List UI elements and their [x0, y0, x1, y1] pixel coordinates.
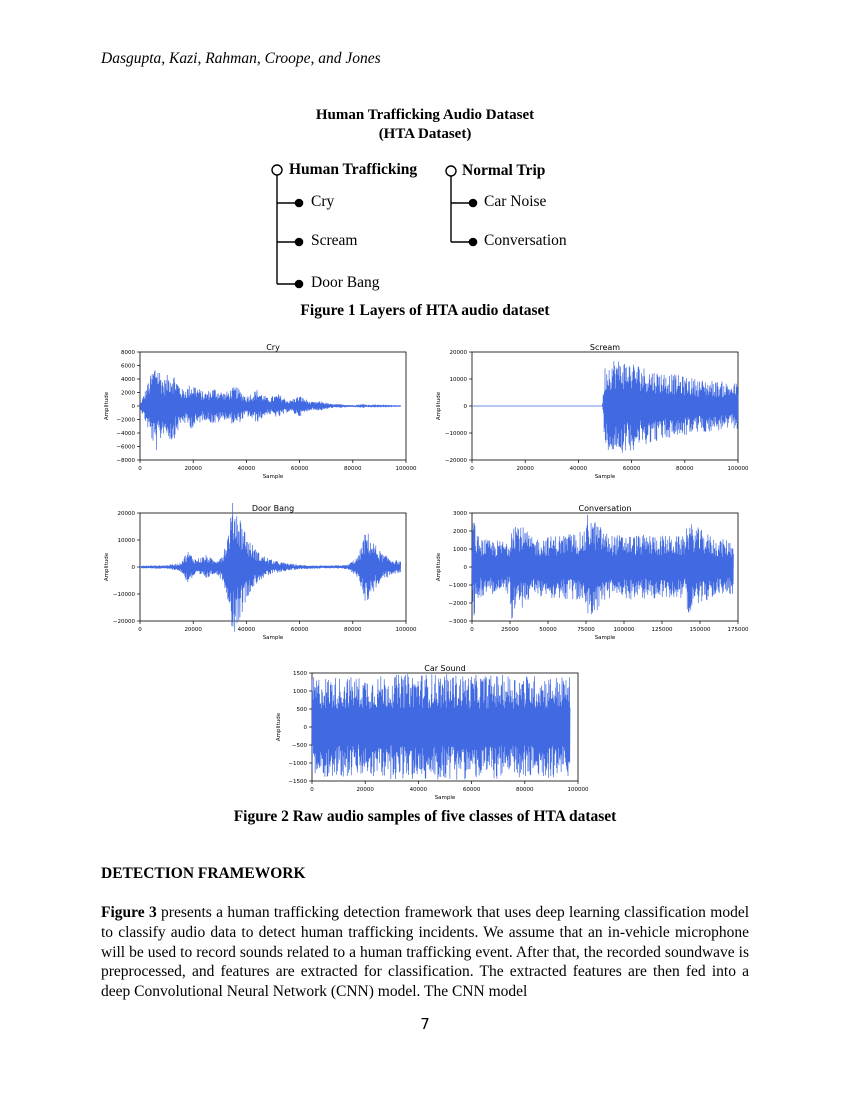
conversation-ytick-label: 0: [463, 565, 467, 571]
leaf-node-conversation: [469, 238, 478, 247]
running-head: Dasgupta, Kazi, Rahman, Croope, and Jones: [101, 50, 381, 67]
cry-xtick-label: 100000: [395, 466, 417, 472]
cry-waveform-series: [140, 370, 401, 450]
door-bang-waveform-series: [140, 503, 401, 632]
cry-xtick-label: 0: [138, 466, 142, 472]
door-bang-ytick-label: 20000: [117, 511, 135, 517]
conversation-xtick-label: 125000: [651, 627, 673, 633]
leaf-label-conversation: Conversation: [484, 232, 567, 249]
scream-xtick-label: 40000: [569, 466, 588, 472]
conversation-xlabel: Sample: [594, 635, 616, 641]
conversation-xtick-label: 100000: [613, 627, 635, 633]
door-bang-ytick-label: 10000: [117, 538, 135, 544]
cry-title: Cry: [266, 343, 280, 352]
group-node-normal-trip: [446, 166, 456, 176]
chart-scream: [432, 342, 752, 487]
door-bang-ytick-label: −10000: [112, 592, 135, 598]
section-heading: DETECTION FRAMEWORK: [101, 865, 306, 882]
door-bang-xtick-label: 40000: [237, 627, 256, 633]
cry-xtick-label: 20000: [184, 466, 202, 472]
figure2-caption: Figure 2 Raw audio samples of five classes of HTA dataset: [233, 808, 617, 825]
door-bang-xtick-label: 80000: [344, 627, 362, 633]
conversation-xtick-label: 50000: [539, 627, 557, 633]
scream-xtick-label: 60000: [622, 466, 641, 472]
leaf-node-scream: [295, 238, 304, 247]
chart-car-sound: [272, 663, 592, 808]
cry-ylabel: Amplitude: [104, 391, 110, 421]
paragraph-text: presents a human trafficking detection framework that uses deep learning classification model to classify audio data to detect human trafficking incidents. We assume that an in-vehicle microphone will be used to record sounds related to a human trafficking event. After that, the recorded soundwave is preprocessed, and features are extracted for classification. The extracted features are then fed into a deep Convolutional Neural Network (CNN) model. The CNN model: [101, 904, 750, 1001]
figure-reference: Figure 3: [101, 904, 157, 921]
conversation-ytick-label: 2000: [453, 529, 467, 535]
car-sound-ytick-label: 500: [296, 707, 307, 713]
cry-xtick-label: 60000: [290, 466, 309, 472]
scream-xlabel: Sample: [594, 474, 616, 480]
door-bang-xtick-label: 0: [138, 627, 142, 633]
cry-ytick-label: −4000: [116, 431, 135, 437]
cry-ytick-label: 4000: [121, 377, 135, 383]
conversation-ytick-label: 1000: [453, 547, 467, 553]
body-paragraph: [101, 903, 749, 1002]
cry-ytick-label: −6000: [116, 444, 135, 451]
car-sound-xtick-label: 20000: [356, 787, 374, 793]
car-sound-xtick-label: 80000: [516, 787, 534, 793]
conversation-xtick-label: 25000: [501, 627, 519, 633]
conversation-waveform-series: [472, 515, 733, 619]
car-sound-ytick-label: 1000: [293, 689, 307, 695]
conversation-ylabel: Amplitude: [436, 552, 442, 582]
conversation-ytick-label: −3000: [448, 619, 467, 625]
diagram-title-line1: Human Trafficking Audio Dataset: [315, 107, 535, 123]
leaf-label-cry: Cry: [311, 193, 335, 210]
leaf-node-door-bang: [295, 280, 304, 289]
scream-title: Scream: [589, 343, 621, 352]
leaf-label-door-bang: Door Bang: [311, 274, 380, 291]
conversation-ytick-label: −1000: [448, 583, 467, 589]
scream-ylabel: Amplitude: [436, 391, 442, 421]
car-sound-xtick-label: 60000: [462, 787, 481, 793]
cry-ytick-label: 2000: [121, 390, 135, 397]
car-sound-xlabel: Sample: [434, 795, 456, 801]
page-number: 7: [420, 1015, 430, 1033]
chart-conversation: [432, 503, 752, 648]
chart-cry: [100, 342, 420, 487]
door-bang-xtick-label: 60000: [290, 627, 309, 633]
scream-waveform-series: [472, 361, 738, 452]
conversation-title: Conversation: [578, 504, 632, 513]
car-sound-xtick-label: 100000: [567, 787, 589, 793]
group-label-human-trafficking: Human Trafficking: [289, 161, 418, 178]
door-bang-ylabel: Amplitude: [104, 552, 110, 582]
group-label-normal-trip: Normal Trip: [462, 162, 546, 179]
scream-xtick-label: 0: [470, 466, 474, 472]
conversation-xtick-label: 150000: [689, 627, 711, 633]
cry-ytick-label: 0: [131, 404, 135, 410]
door-bang-ytick-label: −20000: [112, 619, 135, 625]
leaf-node-car-noise: [469, 199, 478, 208]
car-sound-title: Car Sound: [424, 664, 466, 673]
scream-ytick-label: 20000: [449, 350, 467, 356]
car-sound-ylabel: Amplitude: [276, 712, 282, 742]
car-sound-ytick-label: 1500: [293, 671, 307, 677]
scream-ytick-label: 0: [463, 404, 467, 410]
scream-xtick-label: 100000: [727, 466, 749, 472]
scream-xtick-label: 80000: [676, 466, 694, 472]
car-sound-waveform-series: [312, 674, 570, 780]
cry-ytick-label: −2000: [116, 417, 135, 424]
group-node-human-trafficking: [272, 165, 282, 175]
scream-ytick-label: −20000: [444, 458, 467, 464]
scream-xtick-label: 20000: [516, 466, 534, 472]
cry-xtick-label: 40000: [237, 466, 256, 472]
car-sound-ytick-label: −1500: [288, 779, 307, 785]
cry-ytick-label: 8000: [121, 350, 135, 356]
conversation-ytick-label: −2000: [448, 601, 467, 607]
door-bang-xtick-label: 20000: [184, 627, 202, 633]
diagram-title-line2: (HTA Dataset): [378, 126, 472, 142]
conversation-xtick-label: 175000: [727, 627, 749, 633]
leaf-node-cry: [295, 199, 304, 208]
door-bang-ytick-label: 0: [131, 565, 135, 571]
door-bang-title: Door Bang: [251, 504, 295, 513]
leaf-label-scream: Scream: [311, 232, 358, 249]
door-bang-xlabel: Sample: [262, 635, 284, 641]
car-sound-ytick-label: −1000: [288, 761, 307, 767]
car-sound-ytick-label: 0: [303, 725, 307, 731]
chart-door-bang: [100, 503, 420, 648]
cry-ytick-label: 6000: [121, 363, 135, 370]
leaf-label-car-noise: Car Noise: [484, 193, 547, 210]
cry-xlabel: Sample: [262, 474, 284, 480]
scream-ytick-label: −10000: [444, 431, 467, 437]
conversation-ytick-label: 3000: [453, 511, 467, 517]
door-bang-xtick-label: 100000: [395, 627, 417, 633]
car-sound-xtick-label: 40000: [409, 787, 428, 793]
cry-ytick-label: −8000: [116, 458, 135, 464]
tree-connectors: [0, 0, 850, 300]
scream-ytick-label: 10000: [449, 377, 467, 383]
conversation-xtick-label: 75000: [577, 627, 595, 633]
figure1-caption: Figure 1 Layers of HTA audio dataset: [300, 302, 550, 319]
car-sound-ytick-label: −500: [291, 743, 307, 749]
cry-xtick-label: 80000: [344, 466, 362, 472]
conversation-xtick-label: 0: [470, 627, 474, 633]
car-sound-xtick-label: 0: [310, 787, 314, 793]
